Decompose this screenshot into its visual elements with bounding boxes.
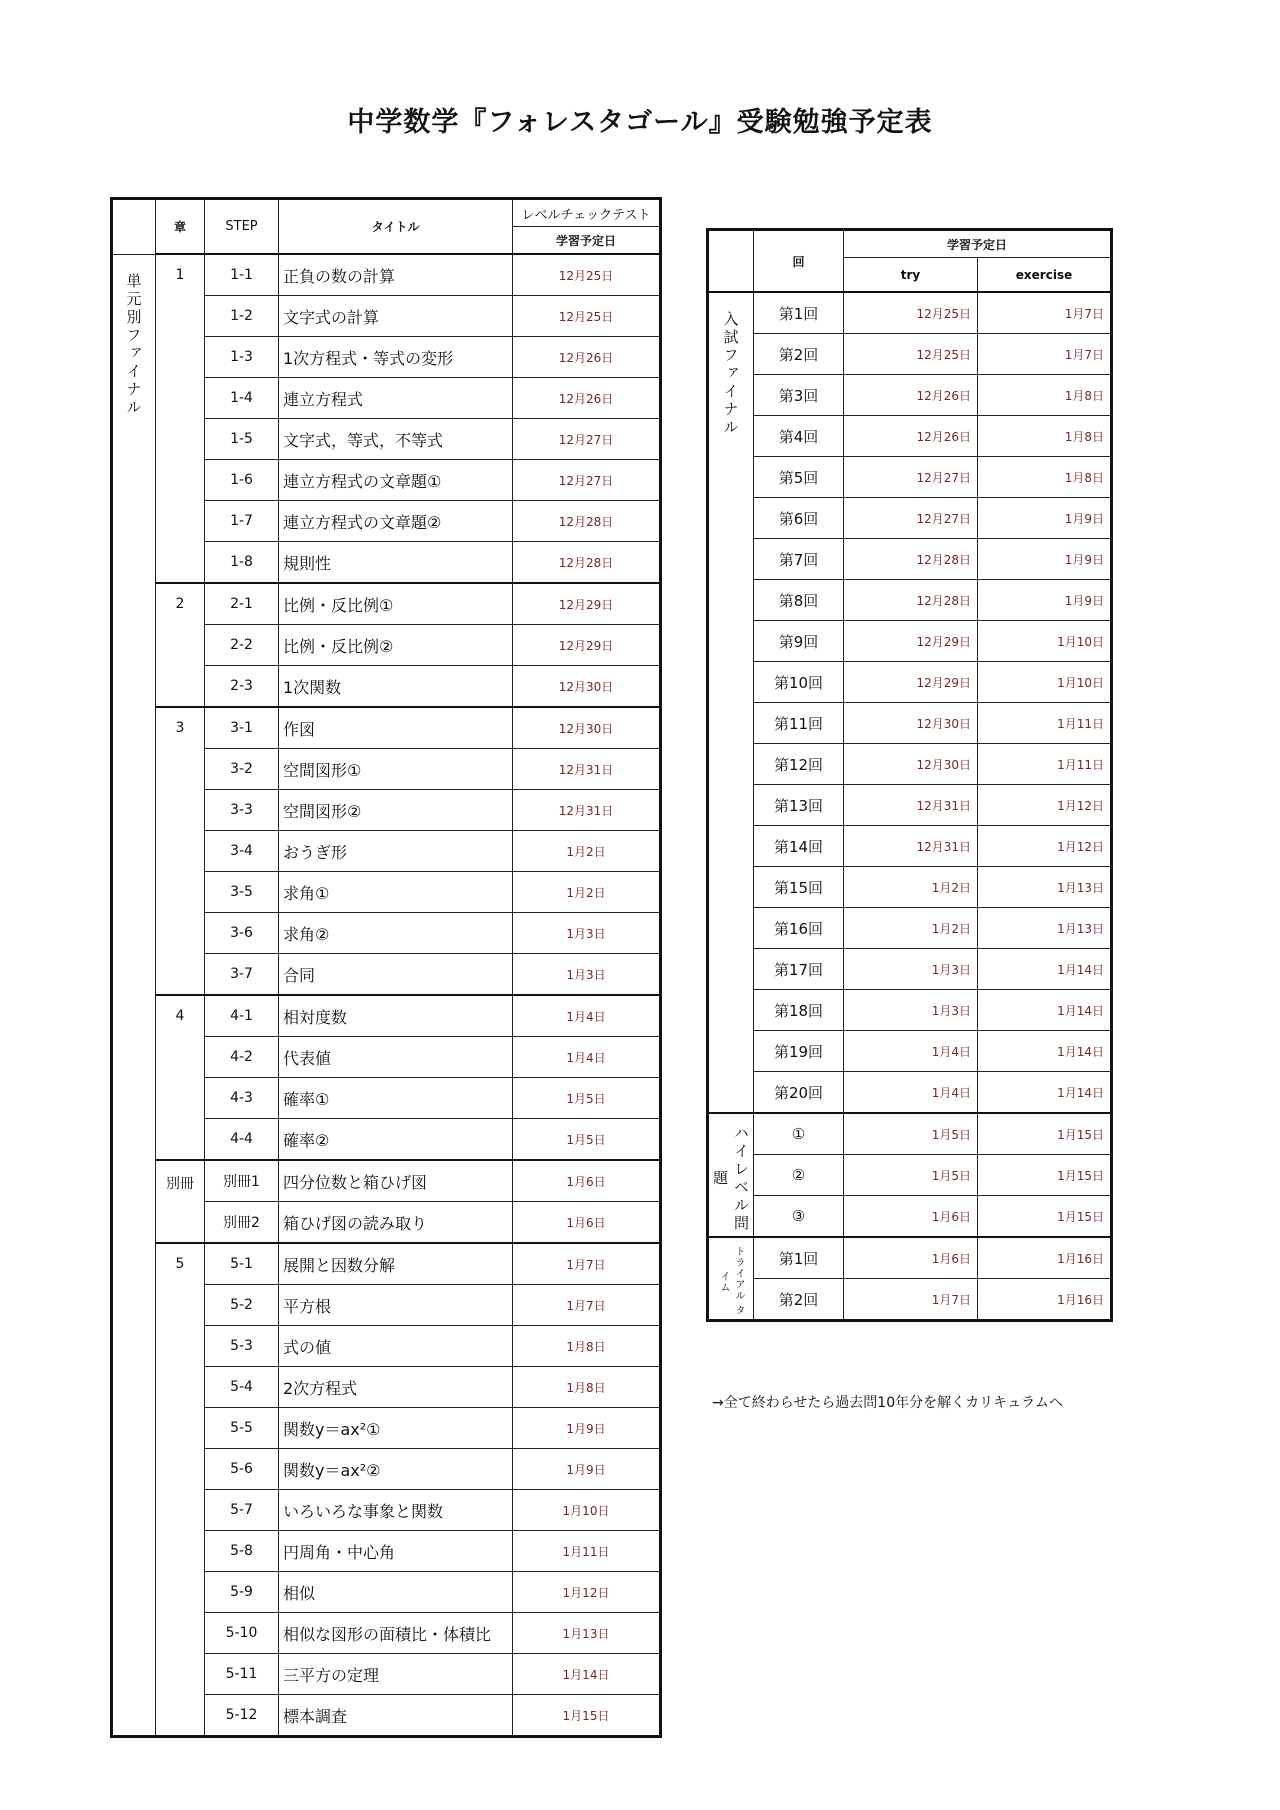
header-round: 回 bbox=[754, 230, 844, 293]
title-cell: 1次関数 bbox=[279, 666, 513, 708]
date-cell: 12月25日 bbox=[513, 254, 661, 296]
title-cell: 展開と因数分解 bbox=[279, 1243, 513, 1285]
round-cell: 第10回 bbox=[754, 662, 844, 703]
date-cell: 12月26日 bbox=[513, 378, 661, 419]
date-cell: 12月26日 bbox=[513, 337, 661, 378]
step-cell: 1-7 bbox=[205, 501, 279, 542]
table-row bbox=[112, 1243, 661, 1285]
section-label-text: トライアル タイム bbox=[718, 1246, 744, 1317]
round-cell: 第13回 bbox=[754, 785, 844, 826]
exercise-date-cell: 1月14日 bbox=[978, 949, 1112, 990]
step-cell: 3-7 bbox=[205, 954, 279, 996]
table-row bbox=[708, 949, 1112, 990]
exam-final-table bbox=[706, 228, 1113, 1322]
header-level-check-test: レベルチェックテスト bbox=[513, 199, 661, 227]
round-cell: 第1回 bbox=[754, 1237, 844, 1279]
date-cell: 1月3日 bbox=[513, 913, 661, 954]
step-cell: 5-10 bbox=[205, 1613, 279, 1654]
title-cell: 比例・反比例② bbox=[279, 625, 513, 666]
section-label-cell bbox=[708, 1237, 754, 1321]
date-cell: 1月8日 bbox=[513, 1326, 661, 1367]
try-date-cell: 12月29日 bbox=[844, 621, 978, 662]
round-cell: ① bbox=[754, 1113, 844, 1155]
table-row bbox=[708, 908, 1112, 949]
exercise-date-cell: 1月7日 bbox=[978, 334, 1112, 375]
step-cell: 5-4 bbox=[205, 1367, 279, 1408]
title-cell: 求角② bbox=[279, 913, 513, 954]
title-cell: 連立方程式の文章題② bbox=[279, 501, 513, 542]
chapter-cell: 2 bbox=[156, 583, 205, 707]
date-cell: 1月3日 bbox=[513, 954, 661, 996]
exercise-date-cell: 1月16日 bbox=[978, 1237, 1112, 1279]
exercise-date-cell: 1月14日 bbox=[978, 990, 1112, 1031]
date-cell: 12月28日 bbox=[513, 501, 661, 542]
round-cell: 第7回 bbox=[754, 539, 844, 580]
date-cell: 1月6日 bbox=[513, 1160, 661, 1202]
title-cell: 文字式，等式，不等式 bbox=[279, 419, 513, 460]
step-cell: 3-3 bbox=[205, 790, 279, 831]
exercise-date-cell: 1月13日 bbox=[978, 867, 1112, 908]
exercise-date-cell: 1月7日 bbox=[978, 292, 1112, 334]
round-cell: 第2回 bbox=[754, 1279, 844, 1321]
date-cell: 1月6日 bbox=[513, 1202, 661, 1244]
date-cell: 1月7日 bbox=[513, 1285, 661, 1326]
exercise-date-cell: 1月11日 bbox=[978, 744, 1112, 785]
step-cell: 別冊2 bbox=[205, 1202, 279, 1244]
try-date-cell: 1月4日 bbox=[844, 1031, 978, 1072]
title-cell: 三平方の定理 bbox=[279, 1654, 513, 1695]
header-chapter: 章 bbox=[156, 199, 205, 255]
chapter-cell: 5 bbox=[156, 1243, 205, 1737]
exercise-date-cell: 1月16日 bbox=[978, 1279, 1112, 1321]
date-cell: 12月31日 bbox=[513, 749, 661, 790]
date-cell: 1月2日 bbox=[513, 831, 661, 872]
try-date-cell: 12月27日 bbox=[844, 457, 978, 498]
date-cell: 12月30日 bbox=[513, 666, 661, 708]
title-cell: 四分位数と箱ひげ図 bbox=[279, 1160, 513, 1202]
round-cell: ③ bbox=[754, 1196, 844, 1238]
section-label-text: 入試ファイナル bbox=[721, 311, 740, 437]
table-row bbox=[708, 1072, 1112, 1114]
header-study-date: 学習予定日 bbox=[844, 230, 1112, 258]
title-cell: 相対度数 bbox=[279, 995, 513, 1037]
date-cell: 1月15日 bbox=[513, 1695, 661, 1737]
table-row bbox=[708, 498, 1112, 539]
date-cell: 12月31日 bbox=[513, 790, 661, 831]
header-study-date: 学習予定日 bbox=[513, 227, 661, 255]
step-cell: 1-5 bbox=[205, 419, 279, 460]
table-row bbox=[708, 1155, 1112, 1196]
exercise-date-cell: 1月10日 bbox=[978, 621, 1112, 662]
round-cell: 第5回 bbox=[754, 457, 844, 498]
date-cell: 1月8日 bbox=[513, 1367, 661, 1408]
step-cell: 1-6 bbox=[205, 460, 279, 501]
table-row bbox=[708, 662, 1112, 703]
exercise-date-cell: 1月8日 bbox=[978, 457, 1112, 498]
table-row bbox=[112, 583, 661, 625]
corner-cell bbox=[708, 230, 754, 293]
try-date-cell: 12月29日 bbox=[844, 662, 978, 703]
date-cell: 1月14日 bbox=[513, 1654, 661, 1695]
exercise-date-cell: 1月14日 bbox=[978, 1072, 1112, 1114]
exercise-date-cell: 1月8日 bbox=[978, 375, 1112, 416]
step-cell: 5-3 bbox=[205, 1326, 279, 1367]
date-cell: 1月7日 bbox=[513, 1243, 661, 1285]
date-cell: 12月27日 bbox=[513, 460, 661, 501]
title-cell: 標本調査 bbox=[279, 1695, 513, 1737]
step-cell: 2-3 bbox=[205, 666, 279, 708]
exercise-date-cell: 1月15日 bbox=[978, 1155, 1112, 1196]
table-row bbox=[708, 334, 1112, 375]
step-cell: 3-1 bbox=[205, 707, 279, 749]
step-cell: 2-1 bbox=[205, 583, 279, 625]
try-date-cell: 1月5日 bbox=[844, 1113, 978, 1155]
step-cell: 1-4 bbox=[205, 378, 279, 419]
round-cell: 第19回 bbox=[754, 1031, 844, 1072]
title-cell: おうぎ形 bbox=[279, 831, 513, 872]
table-row bbox=[708, 1113, 1112, 1155]
round-cell: 第9回 bbox=[754, 621, 844, 662]
round-cell: ② bbox=[754, 1155, 844, 1196]
step-cell: 3-5 bbox=[205, 872, 279, 913]
try-date-cell: 1月6日 bbox=[844, 1196, 978, 1238]
chapter-cell: 1 bbox=[156, 254, 205, 583]
try-date-cell: 1月4日 bbox=[844, 1072, 978, 1114]
try-date-cell: 12月25日 bbox=[844, 292, 978, 334]
date-cell: 1月2日 bbox=[513, 872, 661, 913]
table-row bbox=[708, 1237, 1112, 1279]
step-cell: 4-4 bbox=[205, 1119, 279, 1161]
exercise-date-cell: 1月9日 bbox=[978, 498, 1112, 539]
table-row bbox=[708, 785, 1112, 826]
round-cell: 第3回 bbox=[754, 375, 844, 416]
try-date-cell: 1月2日 bbox=[844, 867, 978, 908]
step-cell: 5-1 bbox=[205, 1243, 279, 1285]
section-label-cell bbox=[708, 1113, 754, 1237]
title-cell: 合同 bbox=[279, 954, 513, 996]
step-cell: 5-12 bbox=[205, 1695, 279, 1737]
section-label-text: ハイレベル問題 bbox=[711, 1125, 750, 1233]
title-cell: 相似な図形の面積比・体積比 bbox=[279, 1613, 513, 1654]
try-date-cell: 12月30日 bbox=[844, 744, 978, 785]
title-cell: 空間図形① bbox=[279, 749, 513, 790]
title-cell: 比例・反比例① bbox=[279, 583, 513, 625]
title-cell: いろいろな事象と関数 bbox=[279, 1490, 513, 1531]
round-cell: 第6回 bbox=[754, 498, 844, 539]
date-cell: 1月5日 bbox=[513, 1119, 661, 1161]
try-date-cell: 12月26日 bbox=[844, 416, 978, 457]
step-cell: 3-2 bbox=[205, 749, 279, 790]
date-cell: 12月25日 bbox=[513, 296, 661, 337]
date-cell: 1月11日 bbox=[513, 1531, 661, 1572]
step-cell: 3-4 bbox=[205, 831, 279, 872]
header-try: try bbox=[844, 258, 978, 293]
step-cell: 5-9 bbox=[205, 1572, 279, 1613]
step-cell: 5-5 bbox=[205, 1408, 279, 1449]
date-cell: 1月4日 bbox=[513, 995, 661, 1037]
try-date-cell: 12月28日 bbox=[844, 580, 978, 621]
exercise-date-cell: 1月14日 bbox=[978, 1031, 1112, 1072]
page-title: 中学数学『フォレスタゴール』受験勉強予定表 bbox=[347, 107, 933, 138]
chapter-cell: 4 bbox=[156, 995, 205, 1160]
table-row bbox=[708, 867, 1112, 908]
title-cell: 2次方程式 bbox=[279, 1367, 513, 1408]
title-cell: 連立方程式の文章題① bbox=[279, 460, 513, 501]
step-cell: 2-2 bbox=[205, 625, 279, 666]
date-cell: 1月13日 bbox=[513, 1613, 661, 1654]
try-date-cell: 12月31日 bbox=[844, 785, 978, 826]
try-date-cell: 12月28日 bbox=[844, 539, 978, 580]
round-cell: 第8回 bbox=[754, 580, 844, 621]
round-cell: 第20回 bbox=[754, 1072, 844, 1114]
table-row bbox=[112, 995, 661, 1037]
step-cell: 4-3 bbox=[205, 1078, 279, 1119]
try-date-cell: 1月7日 bbox=[844, 1279, 978, 1321]
round-cell: 第16回 bbox=[754, 908, 844, 949]
table-row bbox=[708, 1196, 1112, 1238]
title-cell: 箱ひげ図の読み取り bbox=[279, 1202, 513, 1244]
step-cell: 5-11 bbox=[205, 1654, 279, 1695]
title-cell: 関数y＝ax²② bbox=[279, 1449, 513, 1490]
header-title: タイトル bbox=[279, 199, 513, 255]
exercise-date-cell: 1月15日 bbox=[978, 1196, 1112, 1238]
step-cell: 1-8 bbox=[205, 542, 279, 584]
exercise-date-cell: 1月13日 bbox=[978, 908, 1112, 949]
step-cell: 1-2 bbox=[205, 296, 279, 337]
try-date-cell: 12月26日 bbox=[844, 375, 978, 416]
table-row bbox=[708, 457, 1112, 498]
round-cell: 第2回 bbox=[754, 334, 844, 375]
date-cell: 1月9日 bbox=[513, 1408, 661, 1449]
step-cell: 1-3 bbox=[205, 337, 279, 378]
try-date-cell: 1月5日 bbox=[844, 1155, 978, 1196]
round-cell: 第11回 bbox=[754, 703, 844, 744]
round-cell: 第17回 bbox=[754, 949, 844, 990]
step-cell: 3-6 bbox=[205, 913, 279, 954]
title-cell: 平方根 bbox=[279, 1285, 513, 1326]
table-row bbox=[708, 580, 1112, 621]
table-row bbox=[708, 1031, 1112, 1072]
try-date-cell: 1月3日 bbox=[844, 949, 978, 990]
date-cell: 1月5日 bbox=[513, 1078, 661, 1119]
exercise-date-cell: 1月12日 bbox=[978, 785, 1112, 826]
try-date-cell: 12月31日 bbox=[844, 826, 978, 867]
date-cell: 1月4日 bbox=[513, 1037, 661, 1078]
step-cell: 5-7 bbox=[205, 1490, 279, 1531]
section-label-cell bbox=[708, 292, 754, 1113]
date-cell: 12月29日 bbox=[513, 583, 661, 625]
date-cell: 12月27日 bbox=[513, 419, 661, 460]
try-date-cell: 1月3日 bbox=[844, 990, 978, 1031]
title-cell: 式の値 bbox=[279, 1326, 513, 1367]
step-cell: 1-1 bbox=[205, 254, 279, 296]
date-cell: 12月28日 bbox=[513, 542, 661, 584]
exercise-date-cell: 1月11日 bbox=[978, 703, 1112, 744]
exercise-date-cell: 1月12日 bbox=[978, 826, 1112, 867]
round-cell: 第4回 bbox=[754, 416, 844, 457]
exercise-date-cell: 1月10日 bbox=[978, 662, 1112, 703]
table-row bbox=[112, 254, 661, 296]
round-cell: 第14回 bbox=[754, 826, 844, 867]
table-row bbox=[112, 707, 661, 749]
try-date-cell: 1月2日 bbox=[844, 908, 978, 949]
date-cell: 12月30日 bbox=[513, 707, 661, 749]
title-cell: 1次方程式・等式の変形 bbox=[279, 337, 513, 378]
date-cell: 12月29日 bbox=[513, 625, 661, 666]
step-cell: 4-2 bbox=[205, 1037, 279, 1078]
title-cell: 空間図形② bbox=[279, 790, 513, 831]
title-cell: 正負の数の計算 bbox=[279, 254, 513, 296]
exercise-date-cell: 1月9日 bbox=[978, 580, 1112, 621]
table-row bbox=[708, 1279, 1112, 1321]
step-cell: 5-8 bbox=[205, 1531, 279, 1572]
header-step: STEP bbox=[205, 199, 279, 255]
table-row bbox=[112, 1160, 661, 1202]
title-cell: 作図 bbox=[279, 707, 513, 749]
date-cell: 1月12日 bbox=[513, 1572, 661, 1613]
table-row bbox=[708, 703, 1112, 744]
section-label-text: 単元別ファイナル bbox=[124, 272, 143, 417]
try-date-cell: 12月25日 bbox=[844, 334, 978, 375]
table-row bbox=[708, 826, 1112, 867]
step-cell: 別冊1 bbox=[205, 1160, 279, 1202]
chapter-cell: 別冊 bbox=[156, 1160, 205, 1243]
unit-final-table bbox=[110, 197, 662, 1738]
round-cell: 第15回 bbox=[754, 867, 844, 908]
title-cell: 文字式の計算 bbox=[279, 296, 513, 337]
round-cell: 第12回 bbox=[754, 744, 844, 785]
step-cell: 4-1 bbox=[205, 995, 279, 1037]
title-cell: 規則性 bbox=[279, 542, 513, 584]
title-cell: 円周角・中心角 bbox=[279, 1531, 513, 1572]
title-cell: 連立方程式 bbox=[279, 378, 513, 419]
round-cell: 第1回 bbox=[754, 292, 844, 334]
table-row bbox=[708, 416, 1112, 457]
title-cell: 確率② bbox=[279, 1119, 513, 1161]
date-cell: 1月9日 bbox=[513, 1449, 661, 1490]
title-cell: 求角① bbox=[279, 872, 513, 913]
title-cell: 相似 bbox=[279, 1572, 513, 1613]
chapter-cell: 3 bbox=[156, 707, 205, 995]
exercise-date-cell: 1月8日 bbox=[978, 416, 1112, 457]
header-exercise: exercise bbox=[978, 258, 1112, 293]
title-cell: 代表値 bbox=[279, 1037, 513, 1078]
curriculum-note: →全て終わらせたら過去問10年分を解くカリキュラムへ bbox=[712, 1395, 1063, 1411]
step-cell: 5-2 bbox=[205, 1285, 279, 1326]
round-cell: 第18回 bbox=[754, 990, 844, 1031]
exercise-date-cell: 1月9日 bbox=[978, 539, 1112, 580]
table-row bbox=[708, 292, 1112, 334]
title-cell: 関数y＝ax²① bbox=[279, 1408, 513, 1449]
table-row bbox=[708, 375, 1112, 416]
table-row bbox=[708, 744, 1112, 785]
try-date-cell: 12月30日 bbox=[844, 703, 978, 744]
table-row bbox=[708, 990, 1112, 1031]
try-date-cell: 1月6日 bbox=[844, 1237, 978, 1279]
exercise-date-cell: 1月15日 bbox=[978, 1113, 1112, 1155]
date-cell: 1月10日 bbox=[513, 1490, 661, 1531]
section-label-unit-final bbox=[112, 254, 156, 1737]
corner-cell bbox=[112, 199, 156, 255]
table-row bbox=[708, 621, 1112, 662]
try-date-cell: 12月27日 bbox=[844, 498, 978, 539]
step-cell: 5-6 bbox=[205, 1449, 279, 1490]
table-row bbox=[708, 539, 1112, 580]
title-cell: 確率① bbox=[279, 1078, 513, 1119]
